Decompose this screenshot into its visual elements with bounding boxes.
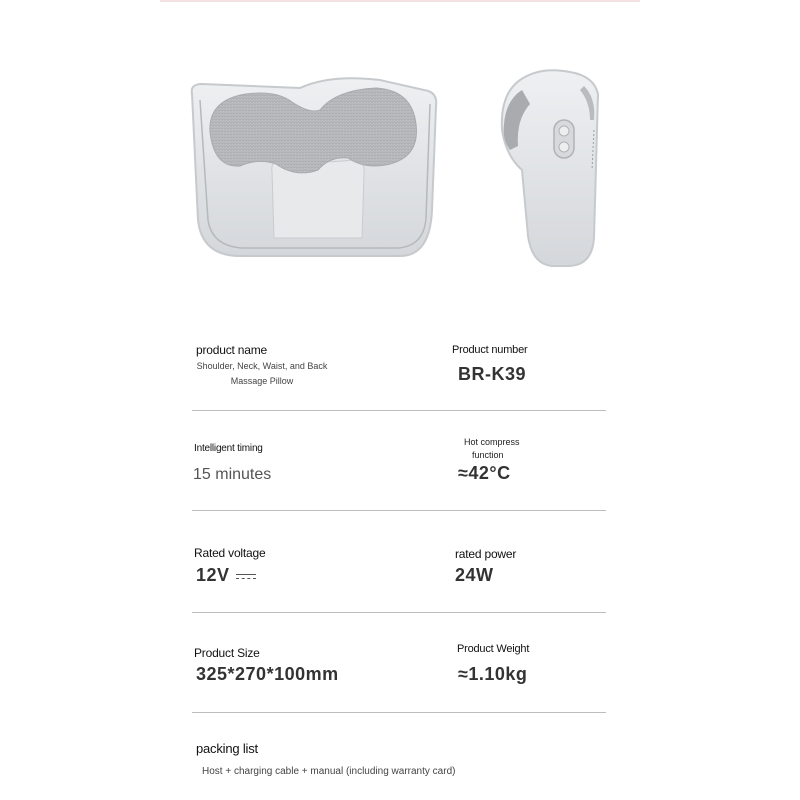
rated-voltage-value-wrap [196, 565, 256, 586]
product-name-value-line2: Massage Pillow [230, 376, 294, 386]
product-size-value: 325*270*100mm [196, 664, 339, 684]
top-accent-line [160, 0, 640, 2]
product-weight-label: Product Weight [457, 643, 530, 655]
hot-compress-value: ≈42°C [458, 463, 511, 483]
hot-compress-label-line2: function [472, 450, 504, 460]
divider-4 [192, 712, 606, 713]
product-number-value: BR-K39 [458, 364, 527, 384]
product-size-label: Product Size [194, 646, 260, 660]
product-number-label: Product number [452, 344, 528, 356]
direct-current-icon [236, 573, 256, 581]
pillow-front-view [192, 78, 437, 256]
divider-3 [192, 612, 606, 613]
divider-1 [192, 410, 606, 411]
product-images [180, 60, 620, 280]
pillow-side-view [502, 70, 598, 266]
packing-list-label: packing list [196, 741, 258, 756]
product-weight-value: ≈1.10kg [458, 664, 528, 684]
packing-list-value: Host + charging cable + manual (including warranty card) [202, 766, 456, 777]
product-name-value-line1: Shoulder, Neck, Waist, and Back [196, 361, 328, 371]
control-button-icon [554, 120, 574, 158]
timing-label: Intelligent timing [194, 443, 263, 454]
timing-value: 15 minutes [193, 466, 272, 483]
divider-2 [192, 510, 606, 511]
rated-voltage-label: Rated voltage [194, 546, 266, 560]
hot-compress-label-line1: Hot compress [464, 437, 520, 447]
rated-power-label: rated power [455, 547, 517, 561]
rated-voltage-value: 12V [196, 565, 230, 585]
rated-power-value: 24W [455, 565, 494, 585]
product-name-label: product name [196, 343, 267, 357]
